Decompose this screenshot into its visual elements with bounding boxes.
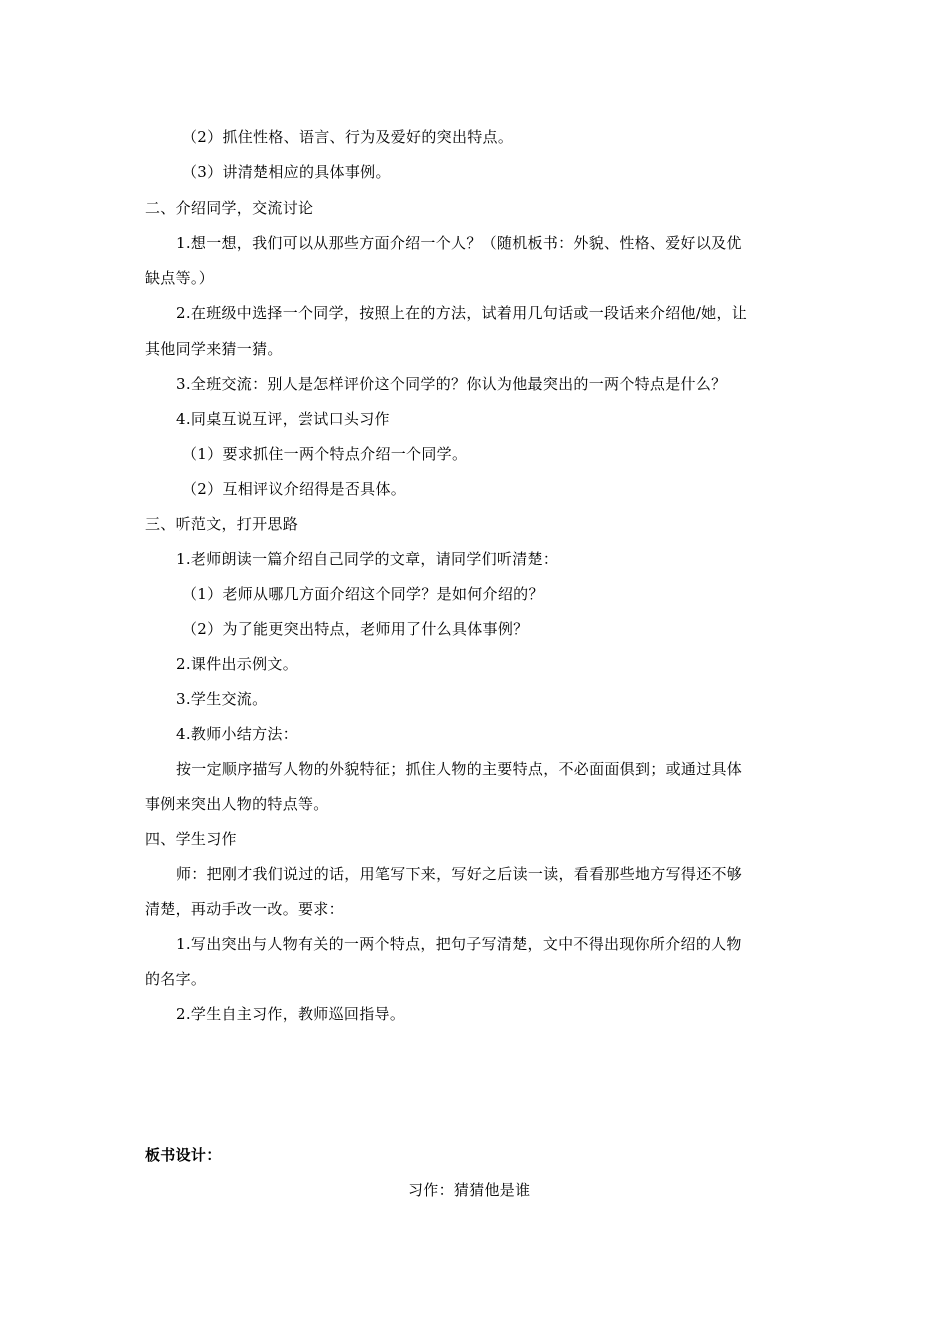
text-line: 师：把刚才我们说过的话，用笔写下来，写好之后读一读，看看那些地方写得还不够	[176, 865, 743, 883]
text-line: 清楚，再动手改一改。要求：	[145, 900, 344, 918]
text-line: 的名字。	[145, 970, 207, 988]
text-line: （2）互相评议介绍得是否具体。	[182, 480, 407, 498]
text-line: 4.同桌互说互评，尝试口头习作	[176, 410, 390, 428]
section-heading: 四、学生习作	[145, 830, 237, 848]
text-line: 1.写出突出与人物有关的一两个特点，把句子写清楚，文中不得出现你所介绍的人物	[176, 935, 742, 953]
text-line: 按一定顺序描写人物的外貌特征；抓住人物的主要特点，不必面面俱到；或通过具体	[176, 760, 743, 778]
text-line: （2）为了能更突出特点，老师用了什么具体事例？	[182, 620, 529, 638]
text-line: 1.想一想，我们可以从那些方面介绍一个人？（随机板书：外貌、性格、爱好以及优	[176, 234, 742, 252]
text-line: 2.学生自主习作，教师巡回指导。	[176, 1005, 406, 1023]
text-line: （3）讲清楚相应的具体事例。	[182, 163, 391, 181]
text-line: （2）抓住性格、语言、行为及爱好的突出特点。	[182, 128, 514, 146]
text-line: 2.在班级中选择一个同学，按照上在的方法，试着用几句话或一段话来介绍他/她，让	[176, 304, 748, 322]
text-line: 3.全班交流：别人是怎样评价这个同学的？你认为他最突出的一两个特点是什么？	[176, 375, 727, 393]
text-line: 2.课件出示例文。	[176, 655, 299, 673]
board-design-title: 习作：猜猜他是谁	[408, 1181, 531, 1199]
text-line: 缺点等。）	[145, 269, 215, 287]
section-heading: 三、听范文，打开思路	[145, 515, 299, 533]
text-line: （1）老师从哪几方面介绍这个同学？是如何介绍的？	[182, 585, 544, 603]
text-line: 其他同学来猜一猜。	[145, 340, 283, 358]
text-line: 3.学生交流。	[176, 690, 268, 708]
text-line: 1.老师朗读一篇介绍自己同学的文章，请同学们听清楚：	[176, 550, 559, 568]
board-design-heading: 板书设计：	[145, 1146, 222, 1164]
text-line: （1）要求抓住一两个特点介绍一个同学。	[182, 445, 468, 463]
text-line: 4.教师小结方法：	[176, 725, 299, 743]
section-heading: 二、介绍同学，交流讨论	[145, 199, 314, 217]
text-line: 事例来突出人物的特点等。	[145, 795, 329, 813]
